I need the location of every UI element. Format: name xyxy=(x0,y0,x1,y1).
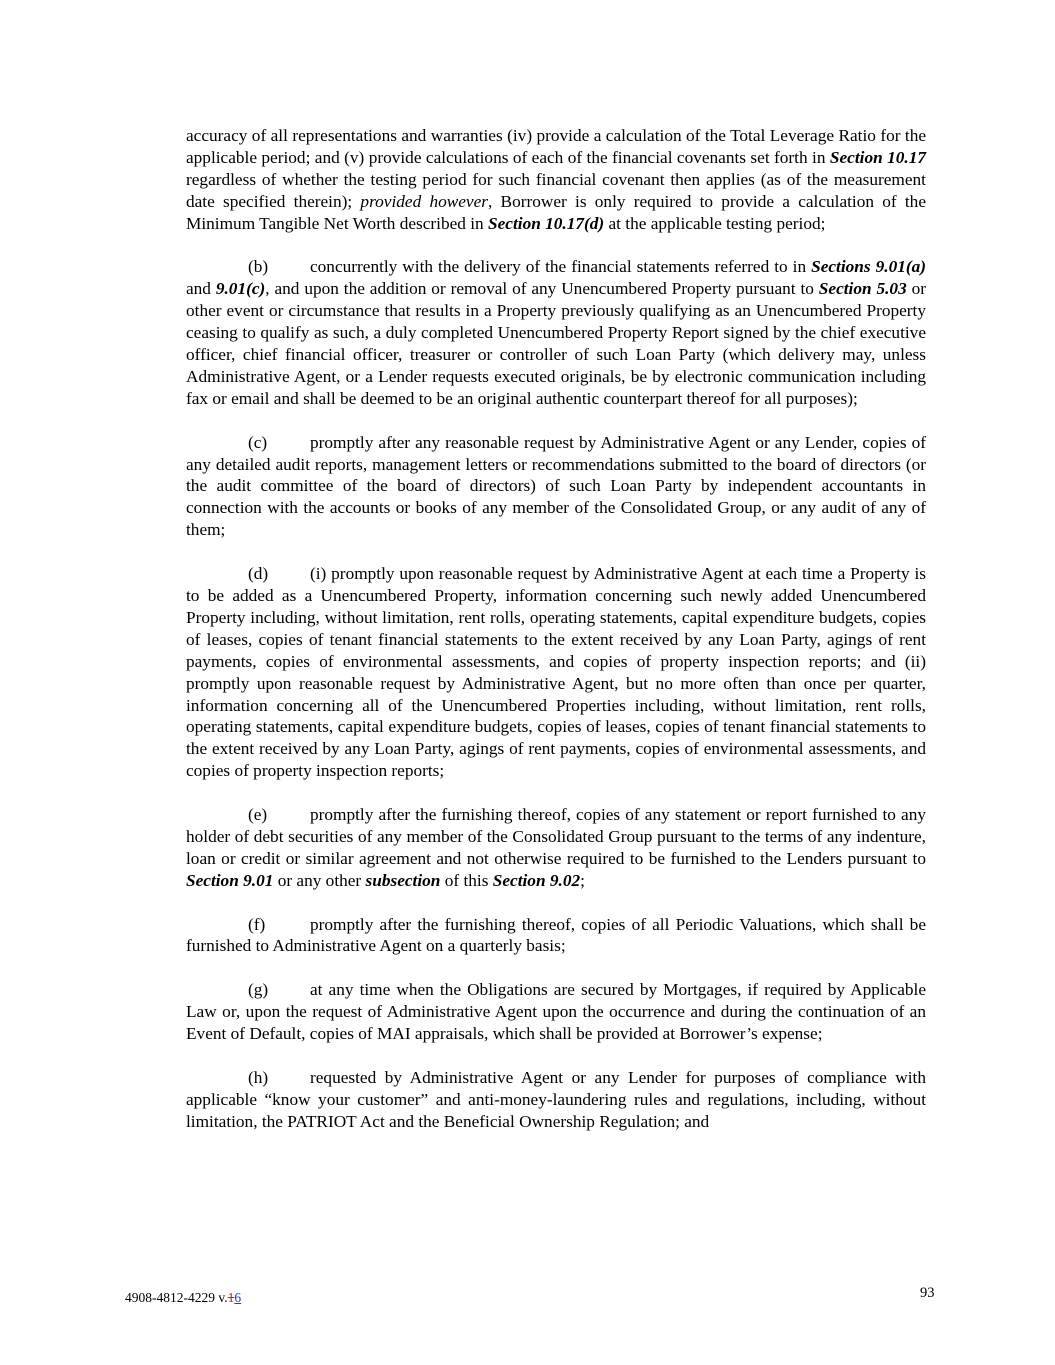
section-reference: Section 9.02 xyxy=(492,870,581,890)
paragraph-h xyxy=(186,1067,926,1133)
section-reference: Sections 9.01(a) xyxy=(811,257,927,277)
text: promptly after the furnishing thereof, copies of all Periodic Valuations, which shall be furnished to Administrative Agent on a quarterly basis; xyxy=(186,914,926,956)
text: at any time when the Obligations are secured by Mortgages, if required by Applicable Law or, upon the request of Administrative Agent upon the occurrence and during the continuation of an Event of Default, copies of MAI appraisals, which shall be provided at Borrower’s expense; xyxy=(186,980,926,1044)
paragraph-f xyxy=(186,914,926,958)
deleted-version: 1 xyxy=(227,1290,235,1305)
section-reference: 9.01(c) xyxy=(215,279,266,299)
paragraph-e xyxy=(186,804,926,892)
paragraph-c xyxy=(186,432,926,542)
text: concurrently with the delivery of the financial statements referred to in xyxy=(310,257,812,277)
section-reference: Section 9.01 xyxy=(186,870,274,890)
clause-marker: (f) xyxy=(248,914,266,934)
document-id-footer xyxy=(125,1290,241,1306)
text: or any other xyxy=(273,870,366,890)
text: , and upon the addition or removal of any Unencumbered Property pursuant to xyxy=(265,279,819,299)
paragraph-b xyxy=(186,256,926,409)
text: regardless of whether the testing period for such financial covenant then applies (as of the measurement date specified therein); xyxy=(186,169,926,211)
paragraph-g xyxy=(186,979,926,1045)
inserted-version: 6 xyxy=(234,1290,242,1305)
text: , Borrower is only required to provide a calculation of the Minimum Tangible Net Worth described in xyxy=(186,191,926,233)
clause-marker: (d) xyxy=(248,564,269,584)
document-id: 4908-4812-4229 v. xyxy=(125,1290,228,1305)
page-number: 93 xyxy=(920,1285,935,1301)
section-reference: Section 5.03 xyxy=(818,279,907,299)
section-reference: Section 10.17 xyxy=(829,147,926,167)
text: requested by Administrative Agent or any Lender for purposes of compliance with applicable “know your customer” and anti-money-laundering rules and regulations, including, without limitation, the PATRIOT Act and the Beneficial Ownership Regulation; and xyxy=(186,1067,926,1131)
clause-marker: (c) xyxy=(248,432,268,452)
section-reference: subsection xyxy=(365,870,441,890)
proviso-text: provided however xyxy=(360,191,488,211)
text: at the applicable testing period; xyxy=(604,213,826,233)
text: or other event or circumstance that results in a Property previously qualifying as an Unencumbered Property ceasing to qualify as such, a duly completed Unencumbered Property Report signed by the chief executive officer, chief financial officer, treasurer or controller of such Loan Party (which delivery may, unless Administrative Agent, or a Lender requests executed originals, be by electronic communication including fax or email and shall be deemed to be an original authentic counterpart thereof for all purposes); xyxy=(186,279,926,408)
clause-marker: (b) xyxy=(248,257,269,277)
text: promptly after any reasonable request by Administrative Agent or any Lender, copies of any detailed audit reports, management letters or recommendations submitted to the board of directors (or the audit committee of the board of directors) of such Loan Party by independent accountants in connection with the accounts or books of any member of the Consolidated Group, or any audit of any of them; xyxy=(186,432,926,540)
clause-marker: (h) xyxy=(248,1067,269,1087)
clause-marker: (g) xyxy=(248,980,269,1000)
text: ; xyxy=(580,870,585,890)
section-reference: Section 10.17(d) xyxy=(488,213,605,233)
document-body xyxy=(186,125,926,1154)
text: (i) promptly upon reasonable request by Administrative Agent at each time a Property is to be added as a Unencumbered Property, information concerning such newly added Unencumbered Property including, without limitation, rent rolls, operating statements, capital expenditure budgets, copies of leases, copies of tenant financial statements to the extent received by any Loan Party, agings of rent payments, copies of environmental assessments, and copies of property inspection reports; and (ii) promptly upon reasonable request by Administrative Agent, but no more often than once per quarter, information concerning all of the Unencumbered Properties including, without limitation, rent rolls, operating statements, capital expenditure budgets, copies of leases, copies of tenant financial statements to the extent received by any Loan Party, agings of rent payments, copies of environmental assessments, and copies of property inspection reports; xyxy=(186,564,926,781)
paragraph-d xyxy=(186,563,926,782)
clause-marker: (e) xyxy=(248,805,268,825)
text: and xyxy=(186,279,216,299)
text: accuracy of all representations and warranties (iv) provide a calculation of the Total Leverage Ratio for the applicable period; and (v) provide calculations of each of the financial covenants set forth in xyxy=(186,126,926,167)
text: of this xyxy=(440,870,493,890)
text: promptly after the furnishing thereof, copies of any statement or report furnished to any holder of debt securities of any member of the Consolidated Group pursuant to the terms of any indenture, loan or credit or similar agreement and not otherwise required to be furnished to the Lenders pursuant to xyxy=(186,805,926,868)
paragraph-intro xyxy=(186,125,926,235)
